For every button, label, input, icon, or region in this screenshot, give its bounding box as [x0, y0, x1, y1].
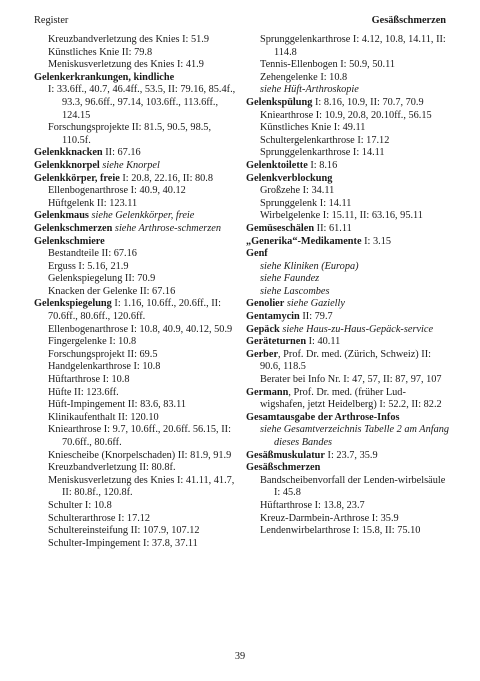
index-entry: Genf [246, 248, 268, 260]
index-subentry: Meniskusverletzung des Knies I: 41.11, 41.7, II: 80.8f., 120.8f. [48, 474, 235, 499]
index-entry: Gelenktoilette I: 8.16 [246, 159, 338, 171]
index-subentry: Lendenwirbelarthrose I: 15.8, II: 75.10 [260, 525, 421, 537]
index-subentry: Schultergelenkarthrose I: 17.12 [260, 134, 390, 146]
running-header [34, 15, 446, 29]
index-entry: Gesäßschmerzen [246, 462, 321, 474]
index-subentry: Tennis-Ellenbogen I: 50.9, 50.11 [260, 59, 396, 71]
index-subentry: Forschungsprojekte II: 81.5, 90.5, 98.5, 110.5f. [48, 122, 212, 146]
index-subentry: Schulter I: 10.8 [48, 499, 112, 511]
header-topic-label: Gesäßschmerzen [371, 15, 446, 26]
index-entry: Gesamtausgabe der Arthrose-Infos [246, 411, 400, 423]
index-subentry: Sprunggelenkarthrose I: 14.11 [260, 147, 385, 159]
index-subentry: Hüftarthrose I: 10.8 [48, 374, 130, 386]
index-subentry: Schulter-Impingement I: 37.8, 37.11 [48, 537, 198, 549]
index-subentry: Bandscheibenvorfall der Lenden-wirbelsäule I: 45.8 [260, 474, 446, 499]
index-entry: Geräteturnen I: 40.11 [246, 336, 341, 348]
index-subentry: Zehengelenke I: 10.8 [260, 71, 348, 83]
index-entry: Gelenkspülung I: 8.16, 10.9, II: 70.7, 70.9 [246, 96, 424, 108]
index-subentry: Kreuz-Darmbein-Arthrose I: 35.9 [260, 512, 399, 524]
index-subentry: Kniearthrose I: 10.9, 20.8, 20.10ff., 56.15 [260, 109, 432, 121]
index-entry: Gelenkknacken II: 67.16 [34, 147, 141, 159]
index-subentry: Forschungsprojekt II: 69.5 [48, 348, 158, 360]
index-subentry: Berater bei Info Nr. I: 47, 57, II: 87, 97, 107 [260, 374, 442, 386]
index-entry: Genolier siehe Gazielly [246, 298, 345, 310]
index-subentry: Kreuzbandverletzung II: 80.8f. [48, 462, 176, 474]
index-cross-reference: siehe Kliniken (Europa) [260, 260, 359, 272]
index-subentry: Klinikaufenthalt II: 120.10 [48, 411, 159, 423]
index-subentry: Hüftarthrose I: 13.8, 23.7 [260, 499, 365, 511]
index-entry: Gelenkmaus siehe Gelenkkörper, freie [34, 210, 195, 222]
index-cross-reference: siehe Hüft-Arthroskopie [260, 84, 359, 96]
index-entry: Gelenkerkrankungen, kindliche [34, 71, 175, 83]
index-subentry: Sprunggelenkarthrose I: 4.12, 10.8, 14.11, II: 114.8 [260, 34, 446, 58]
index-entry: Gemüseschälen II: 61.11 [246, 222, 352, 234]
index-subentry: Schulterarthrose I: 17.12 [48, 512, 151, 524]
index-subentry: Kniearthrose I: 9.7, 10.6ff., 20.6ff. 56.15, II: 70.6ff., 80.6ff. [48, 424, 231, 448]
index-cross-reference: siehe Faundez [260, 273, 320, 285]
index-subentry: Kreuzbandverletzung des Knies I: 51.9 [48, 34, 209, 45]
index-subentry: Gelenkspiegelung II: 70.9 [48, 273, 156, 285]
index-subentry: Wirbelgelenke I: 15.11, II: 63.16, 95.11 [260, 210, 423, 222]
index-subentry: Schultereinsteifung II: 107.9, 107.12 [48, 525, 200, 537]
index-subentry: Handgelenkarthrose I: 10.8 [48, 361, 161, 373]
index-entry: Gelenkschmerzen siehe Arthrose-schmerzen [34, 222, 222, 234]
index-subentry: Kniescheibe (Knorpelschaden) II: 81.9, 91.9 [48, 449, 232, 461]
index-subentry: Meniskusverletzung des Knies I: 41.9 [48, 59, 204, 71]
index-entry: Gepäck siehe Haus-zu-Haus-Gepäck-service [246, 323, 434, 335]
index-entry: Gelenkknorpel siehe Knorpel [34, 159, 160, 171]
index-entry: Gelenkkörper, freie I: 20.8, 22.16, II: 80.8 [34, 172, 214, 184]
index-subentry: Hüftgelenk II: 123.11 [48, 197, 138, 209]
index-entry: Gesäßmuskulatur I: 23.7, 35.9 [246, 449, 378, 461]
index-cross-reference: siehe Gesamtverzeichnis Tabelle 2 am Anfang dieses Bandes [260, 424, 450, 448]
index-subentry: Bestandteile II: 67.16 [48, 248, 137, 260]
header-section-label: Register [34, 15, 69, 26]
index-entry: Germann, Prof. Dr. med. (früher Lud-wigshafen, jetzt Heidelberg) I: 52.2, II: 82.2 [246, 386, 442, 411]
index-column-left [34, 34, 238, 550]
index-subentry: Hüfte II: 123.6ff. [48, 386, 119, 398]
index-subentry: Künstliches Knie I: 49.11 [260, 122, 366, 134]
index-entry: Gelenkspiegelung I: 1.16, 10.6ff., 20.6ff., II: 70.6ff., 80.6ff., 120.6ff. [34, 298, 221, 323]
index-subentry: Großzehe I: 34.11 [260, 185, 335, 197]
index-subentry: Ellenbogenarthrose I: 40.9, 40.12 [48, 185, 186, 197]
index-entry: Gerber, Prof. Dr. med. (Zürich, Schweiz) II: 90.6, 118.5 [246, 348, 432, 373]
index-cross-reference: siehe Lascombes [260, 285, 330, 297]
index-subentry: I: 33.6ff., 40.7, 46.4ff., 53.5, II: 79.16, 85.4f., 93.3, 96.6ff., 97.14, 103.6ff., 113.6ff., 124.15 [48, 84, 236, 121]
index-entry: Gelenkschmiere [34, 235, 105, 247]
index-subentry: Fingergelenke I: 10.8 [48, 336, 137, 348]
index-subentry: Ellenbogenarthrose I: 10.8, 40.9, 40.12, 50.9 [48, 323, 233, 335]
page-number: 39 [234, 651, 246, 662]
index-entry: „Generika“-Medikamente I: 3.15 [246, 235, 392, 247]
index-subentry: Sprunggelenk I: 14.11 [260, 197, 352, 209]
index-column-right [246, 34, 450, 538]
index-subentry: Knacken der Gelenke II: 67.16 [48, 285, 176, 297]
index-subentry: Künstliches Knie II: 79.8 [48, 46, 153, 58]
index-entry: Gentamycin II: 79.7 [246, 311, 333, 323]
index-entry: Gelenkverblockung [246, 172, 333, 184]
index-subentry: Hüft-Impingement II: 83.6, 83.11 [48, 399, 187, 411]
index-subentry: Erguss I: 5.16, 21.9 [48, 260, 129, 272]
